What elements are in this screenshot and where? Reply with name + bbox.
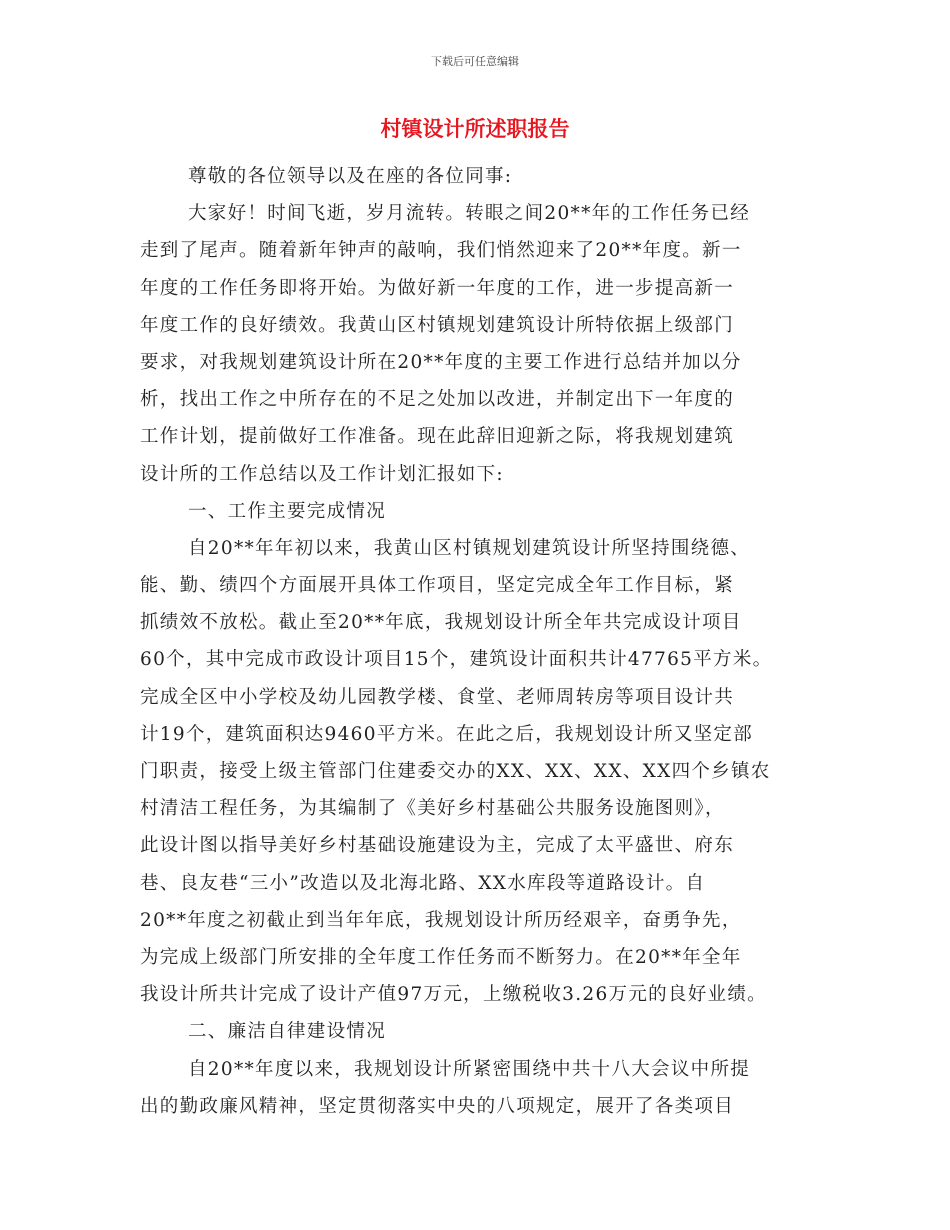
document-title: 村镇设计所述职报告 <box>380 117 570 141</box>
text-line: 工作计划，提前做好工作准备。现在此辞旧迎新之际，将我规划建筑 <box>140 426 735 448</box>
document-body <box>140 158 820 1125</box>
text-line: 年度的工作任务即将开始。为做好新一年度的工作，进一步提高新一 <box>140 277 735 299</box>
text-line: 20**年度之初截止到当年年底，我规划设计所历经艰辛，奋勇争先， <box>140 909 742 931</box>
text-line: 60个，其中完成市政设计项目15个，建筑设计面积共计47765平方米。 <box>140 649 773 671</box>
text-line: 设计所的工作总结以及工作计划汇报如下: <box>140 463 504 485</box>
text-line: 要求，对我规划建筑设计所在20**年度的主要工作进行总结并加以分 <box>140 351 742 373</box>
text-line: 一、工作主要完成情况 <box>188 500 387 522</box>
text-line: 能、勤、绩四个方面展开具体工作项目，坚定完成全年工作目标，紧 <box>140 575 735 597</box>
text-line: 我设计所共计完成了设计产值97万元，上缴税收3.26万元的良好业绩。 <box>140 984 767 1006</box>
text-line: 此设计图以指导美好乡村基础设施建设为主，完成了太平盛世、府东 <box>140 835 735 857</box>
text-line: 为完成上级部门所安排的全年度工作任务而不断努力。在20**年全年 <box>140 946 742 968</box>
text-line: 门职责，接受上级主管部门住建委交办的XX、XX、XX、XX四个乡镇农 <box>140 761 771 782</box>
text-line: 析，找出工作之中所存在的不足之处加以改进，并制定出下一年度的 <box>140 389 735 411</box>
text-line: 完成全区中小学校及幼儿园教学楼、食堂、老师周转房等项目设计共 <box>140 686 735 708</box>
text-line: 计19个，建筑面积达9460平方米。在此之后，我规划设计所又坚定部 <box>140 723 754 745</box>
text-line: 出的勤政廉风精神，坚定贯彻落实中央的八项规定，展开了各类项目 <box>140 1095 735 1117</box>
text-line: 自20**年度以来，我规划设计所紧密围绕中共十八大会议中所提 <box>188 1058 751 1080</box>
text-line: 村清洁工程任务，为其编制了《美好乡村基础公共服务设施图则》， <box>140 798 725 820</box>
text-line: 大家好！时间飞逝，岁月流转。转眼之间20**年的工作任务已经 <box>188 203 751 225</box>
text-line: 年度工作的良好绩效。我黄山区村镇规划建筑设计所特依据上级部门 <box>140 314 735 336</box>
text-line: 巷、良友巷“三小”改造以及北海北路、XX水库段等道路设计。自 <box>140 872 706 894</box>
page-header: 下载后可任意编辑 <box>431 55 519 68</box>
text-line: 自20**年年初以来，我黄山区村镇规划建筑设计所坚持围绕德、 <box>188 537 751 559</box>
text-line: 尊敬的各位领导以及在座的各位同事: <box>188 166 513 187</box>
text-line: 抓绩效不放松。截止至20**年底，我规划设计所全年共完成设计项目 <box>140 612 742 634</box>
text-line: 走到了尾声。随着新年钟声的敲响，我们悄然迎来了20**年度。新一 <box>140 240 742 262</box>
text-line: 二、廉洁自律建设情况 <box>188 1021 387 1043</box>
